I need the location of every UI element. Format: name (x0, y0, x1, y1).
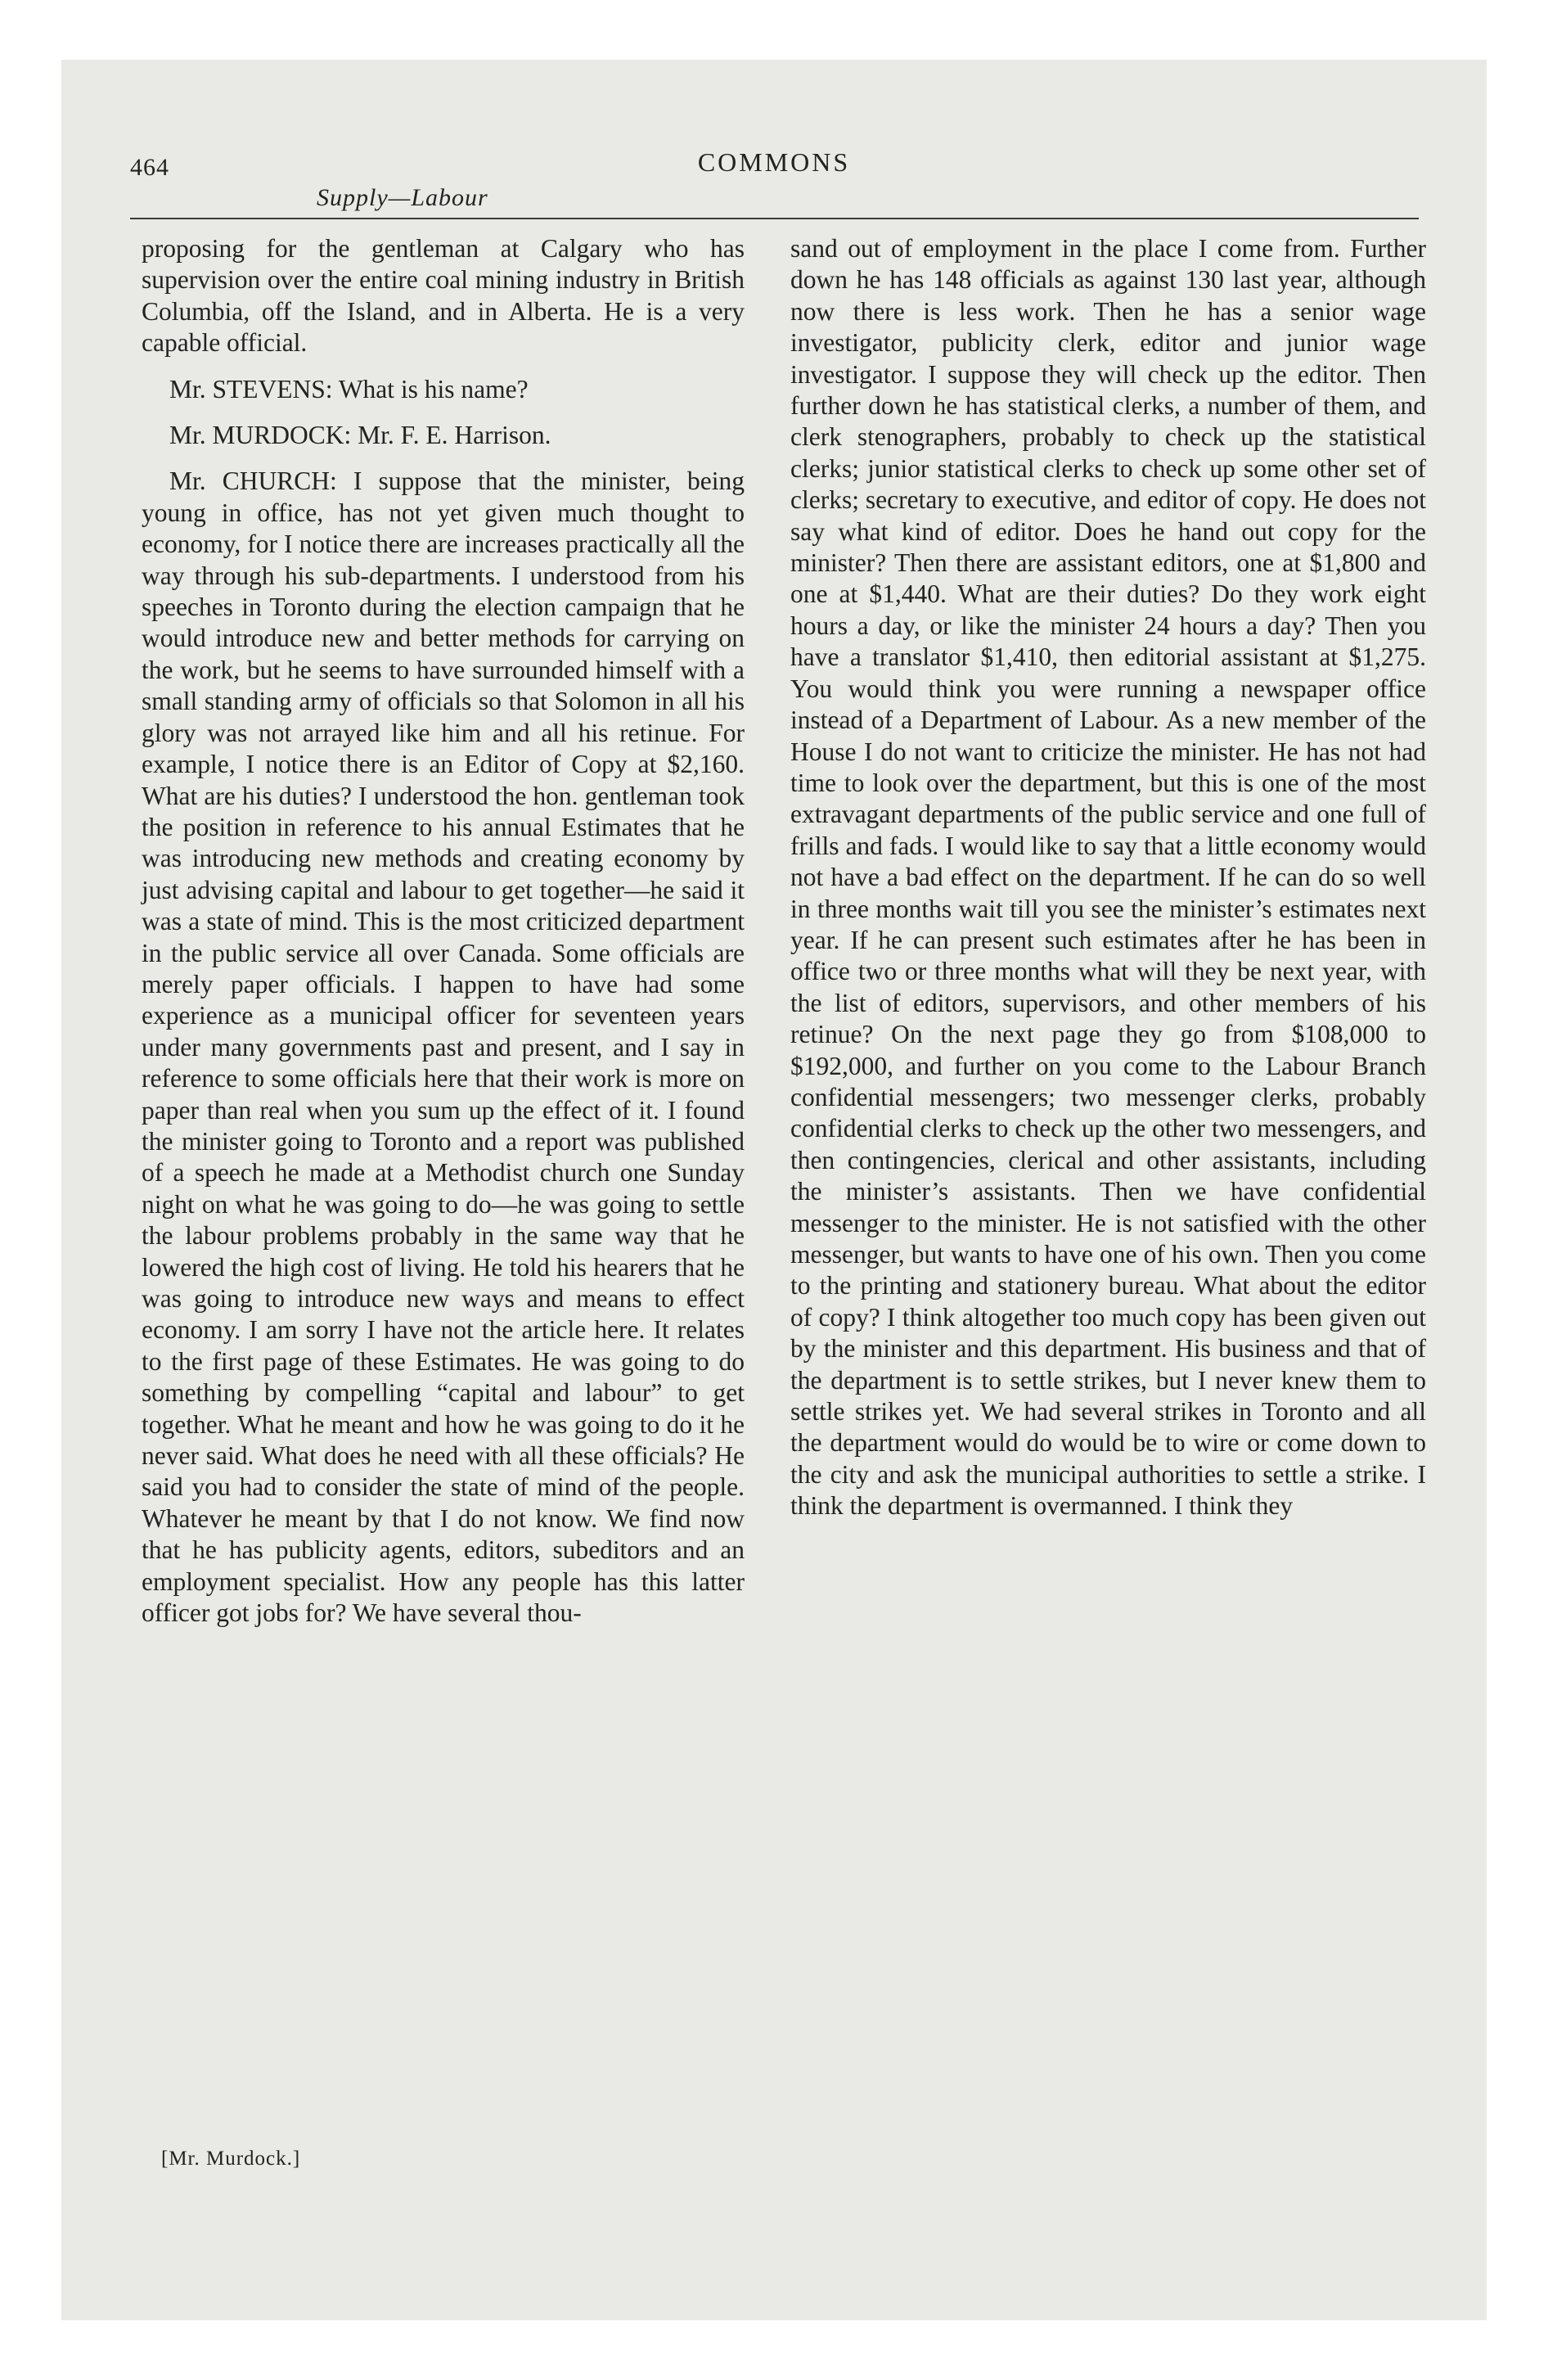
left-paragraph-2: Mr. STEVENS: What is his name? (169, 374, 529, 403)
right-column (790, 233, 1426, 1522)
running-title: COMMONS (697, 147, 851, 177)
page-number: 464 (130, 154, 169, 181)
right-paragraph-1: sand out of employment in the place I come from. Further down he has 148 officials as against 130 last year, although now there is less work. Then he has a senior wage investigator, publicity clerk, editor and junior wage investigator. I suppose they will check up the editor. Then further down he has statistical clerks, a number of them, and clerk stenographers, probably to check up the statistical clerks; junior statistical clerks to check up some other set of clerks; secretary to executive, and editor of copy. He does not say what kind of editor. Does he hand out copy for the minister? Then there are assistant editors, one at $1,800 and one at $1,440. What are their duties? Do they work eight hours a day, or like the minister 24 hours a day? Then you have a translator $1,410, then editorial assistant at $1,275. You would think you were running a newspaper office instead of a Department of Labour. As a new member of the House I do not want to criticize the minister. He has not had time to look over the department, but this is one of the most extravagant departments of the public service and one full of frills and fads. I would like to say that a little economy would not have a bad effect on the department. If he can do so well in three months wait till you see the minister’s estimates next year. If he can present such estimates after he has been in office two or three months what will they be next year, with the list of editors, supervisors, and other members of his retinue? On the next page they go from $108,000 to $192,000, and further on you come to the Labour Branch confidential messengers; two messenger clerks, probably confidential clerks to check up the other two messengers, and then contingencies, clerical and other assistants, including the minister’s assistants. Then we have confidential messenger to the minister. He is not satisfied with the other messenger, but wants to have one of his own. Then you come to the printing and stationery bureau. What about the editor of copy? I think altogether too much copy has been given out by the minister and this department. His business and that of the department is to settle strikes, but I never knew them to settle strikes yet. We had several strikes in Toronto and all the department would do would be to wire or come down to the city and ask the municipal authorities to settle a strike. I think the department is overmanned. I think they (790, 234, 1426, 1521)
speaker-tag: [Mr. Murdock.] (161, 2148, 301, 2170)
document-page (61, 60, 1487, 2320)
header-rule (130, 218, 1419, 219)
left-column (142, 233, 745, 1629)
left-paragraph-4: Mr. CHURCH: I suppose that the minister, being young in office, has not yet given much thought to economy, for I notice there are increases practically all the way through his sub-departments. I understood from his speeches in Toronto during the election campaign that he would introduce new and better methods for carrying on the work, but he seems to have surrounded himself with a small standing army of officials so that Solomon in all his glory was not arrayed like him and all his retinue. For example, I notice there is an Editor of Copy at $2,160. What are his duties? I understood the hon. gentleman took the position in reference to his annual Estimates that he was introducing new methods and creating economy by just advising capital and labour to get together—he said it was a state of mind. This is the most criticized department in the public service all over Canada. Some officials are merely paper officials. I happen to have had some experience as a municipal officer for seventeen years under many governments past and present, and I say in reference to some officials here that their work is more on paper than real when you sum up the effect of it. I found the minister going to Toronto and a report was published of a speech he made at a Methodist church one Sunday night on what he was going to do—he was going to settle the labour problems probably in the same way that he lowered the high cost of living. He told his hearers that he was going to introduce new ways and means to effect economy. I am sorry I have not the article here. It relates to the first page of these Estimates. He was going to do something by compelling “capital and labour” to get together. What he meant and how he was going to do it he never said. What does he need with all these officials? He said you had to consider the state of mind of the people. Whatever he meant by that I do not know. We find now that he has publicity agents, editors, subeditors and an employment specialist. How any people has this latter officer got jobs for? We have several thou- (142, 467, 745, 1628)
section-title: Supply—Labour (317, 184, 488, 211)
left-paragraph-3: Mr. MURDOCK: Mr. F. E. Harrison. (169, 421, 551, 450)
left-paragraph-1: proposing for the gentleman at Calgary who has supervision over the entire coal mining industry in British Columbia, off the Island, and in Alberta. He is a very capable official. (142, 234, 745, 358)
